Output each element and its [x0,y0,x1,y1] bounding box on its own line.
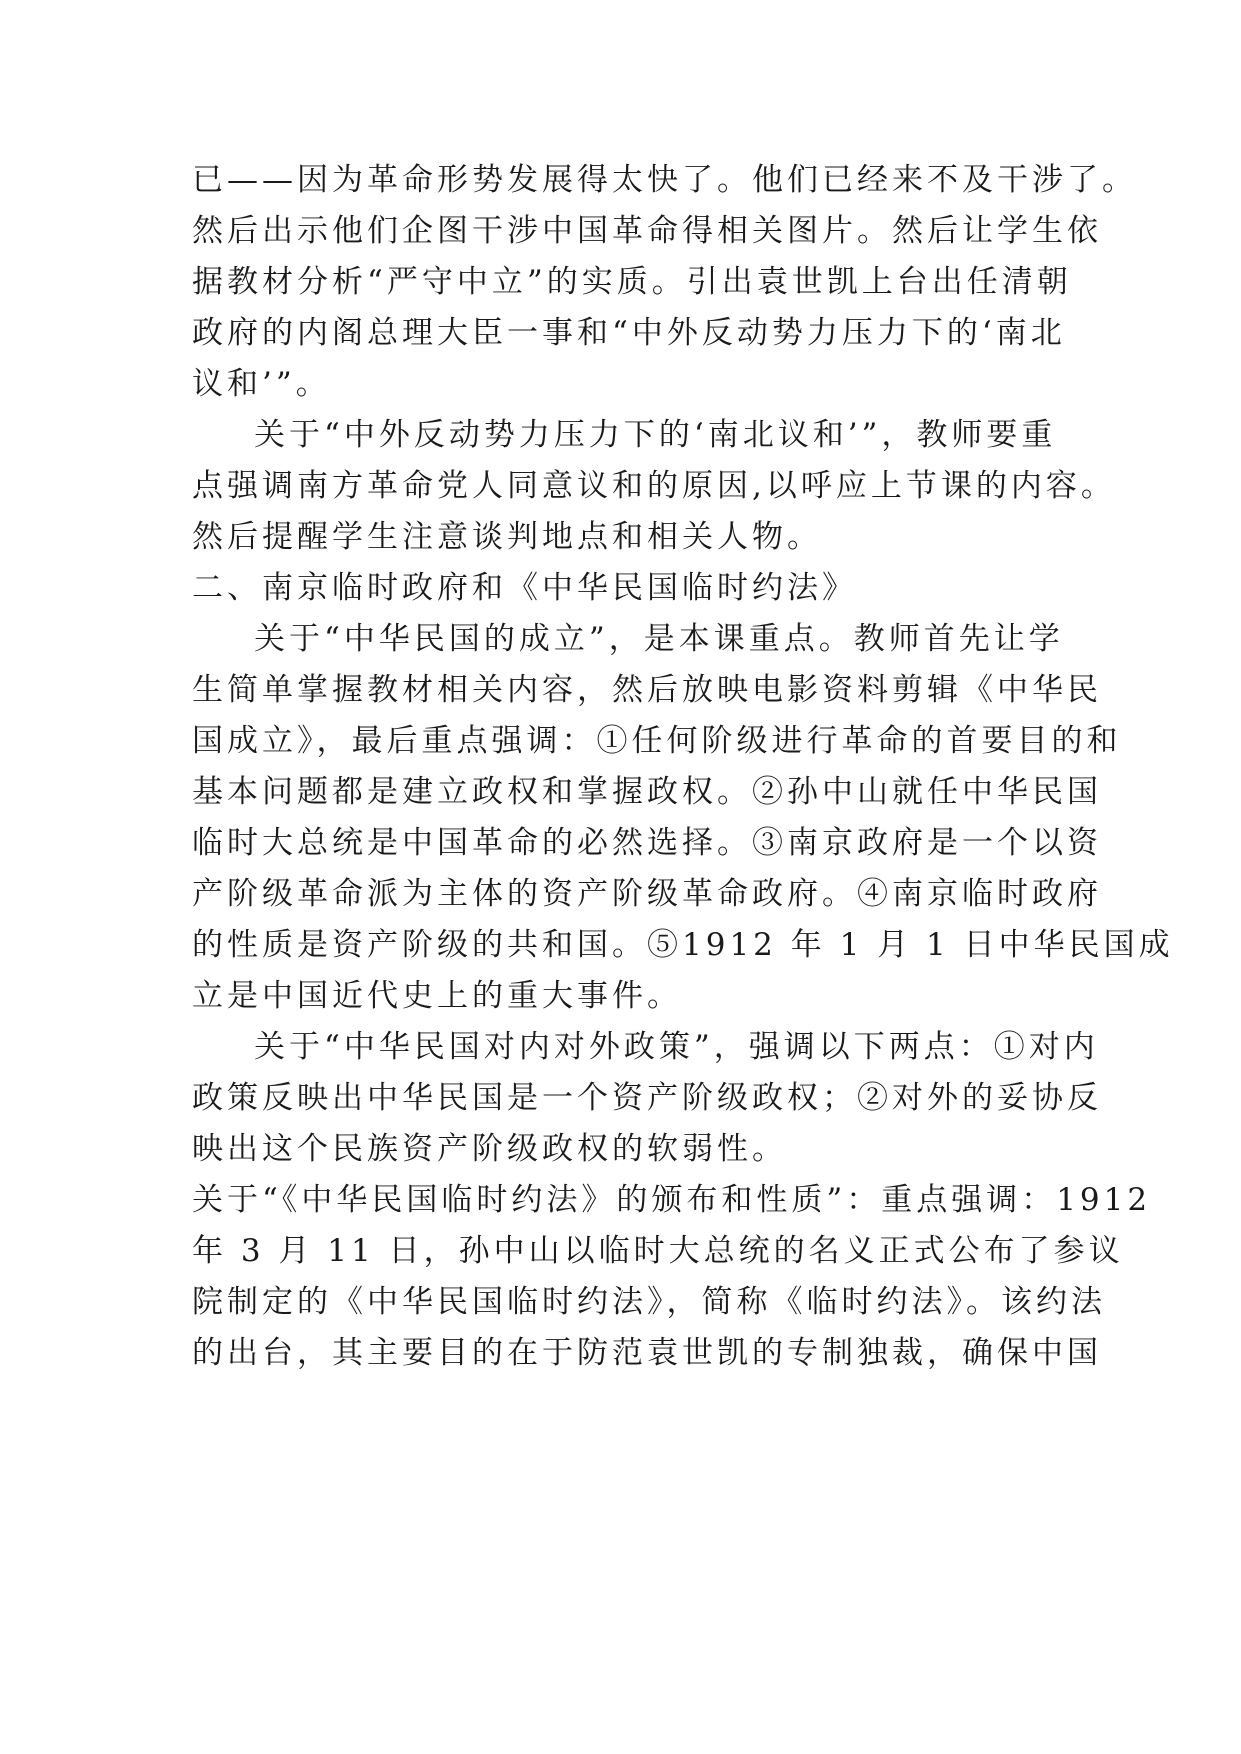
text-line: 然后出示他们企图干涉中国革命得相关图片。然后让学生依 [192,213,1102,249]
text-line: 已——因为革命形势发展得太快了。他们已经来不及干涉了。 [192,162,1137,198]
text-line: 据教材分析“严守中立”的实质。引出袁世凯上台出任清朝 [192,264,1072,300]
text-line: 立是中国近代史上的重大事件。 [192,978,682,1014]
text-line: 关于“《中华民国临时约法》的颁布和性质”：重点强调：1912 [192,1182,1152,1218]
text-line: 国成立》，最后重点强调：①任何阶级进行革命的首要目的和 [192,723,1122,759]
text-line: 映出这个民族资产阶级政权的软弱性。 [192,1131,787,1167]
text-line: 点强调南方革命党人同意议和的原因,以呼应上节课的内容。 [192,468,1116,504]
text-line: 生简单掌握教材相关内容，然后放映电影资料剪辑《中华民 [192,672,1102,708]
text-line: 年 3 月 11 日，孙中山以临时大总统的名义正式公布了参议 [192,1233,1124,1269]
text-line: 议和’”。 [192,366,331,402]
text-line: 产阶级革命派为主体的资产阶级革命政府。④南京临时政府 [192,876,1102,912]
text-line: 然后提醒学生注意谈判地点和相关人物。 [192,519,822,555]
section-heading: 二、南京临时政府和《中华民国临时约法》 [192,570,857,606]
text-line: 关于“中华民国对内对外政策”，强调以下两点：①对内 [254,1029,1099,1065]
text-line: 政府的内阁总理大臣一事和“中外反动势力压力下的‘南北 [192,315,1066,351]
text-line: 临时大总统是中国革命的必然选择。③南京政府是一个以资 [192,825,1102,861]
text-line: 院制定的《中华民国临时约法》，简称《临时约法》。该约法 [192,1284,1106,1320]
text-line: 政策反映出中华民国是一个资产阶级政权；②对外的妥协反 [192,1080,1102,1116]
text-line: 的性质是资产阶级的共和国。⑤1912 年 1 月 1 日中华民国成 [192,927,1174,963]
document-body [192,155,1174,1379]
text-line: 的出台，其主要目的在于防范袁世凯的专制独裁，确保中国 [192,1335,1102,1371]
text-line: 基本问题都是建立政权和掌握政权。②孙中山就任中华民国 [192,774,1102,810]
text-line: 关于“中华民国的成立”，是本课重点。教师首先让学 [254,621,1064,657]
text-line: 关于“中外反动势力压力下的‘南北议和’”，教师要重 [254,417,1057,453]
